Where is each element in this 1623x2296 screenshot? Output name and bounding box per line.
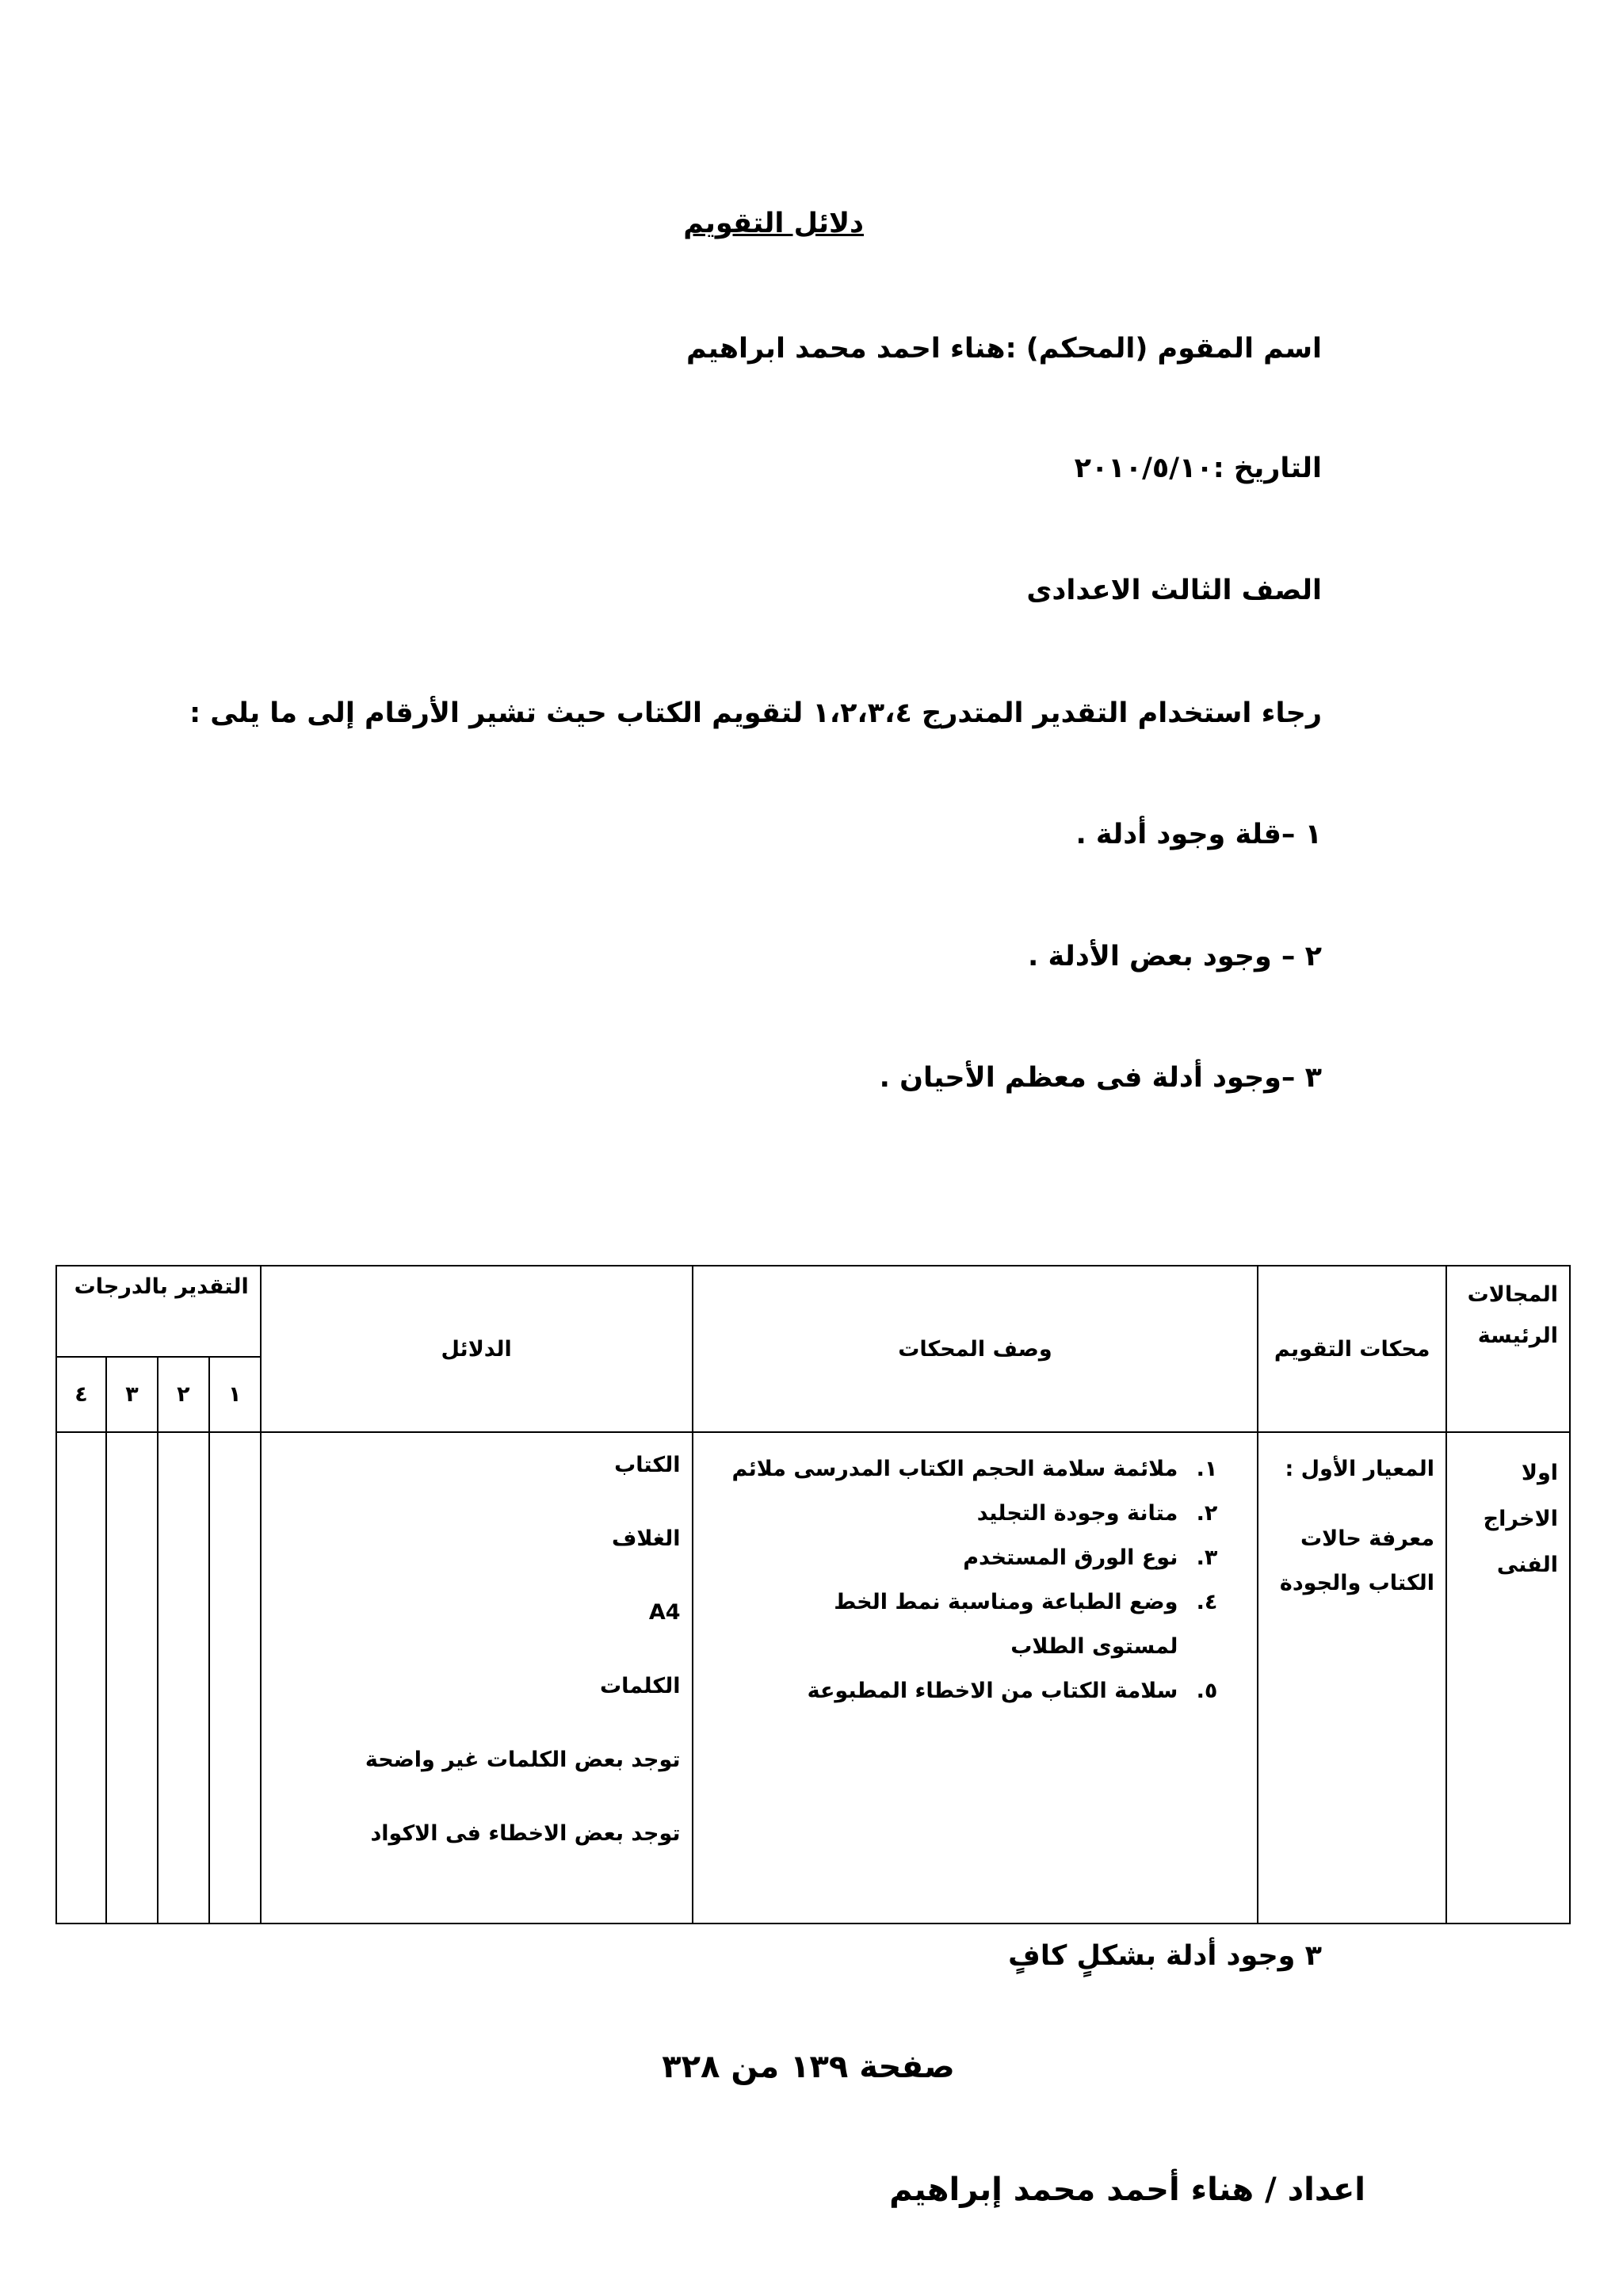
description-item: ١. ملائمة سلامة الحجم الكتاب المدرسى ملائم — [731, 1457, 1218, 1481]
criterion-line: الكتاب والجودة — [1279, 1571, 1435, 1595]
header-evidence: الدلائل — [261, 1266, 693, 1432]
description-item: ٤. وضع الطباعة ومناسبة نمط الخط لمستوى الطلاب — [834, 1590, 1218, 1659]
criterion-line: معرفة حالات — [1300, 1526, 1435, 1551]
grade-cell-4 — [56, 1432, 106, 1924]
description-cell — [693, 1432, 1258, 1924]
description-item: ٣. نوع الورق المستخدم — [963, 1545, 1218, 1570]
scale-item-2: ٢ – وجود بعض الأدلة . — [1027, 941, 1322, 972]
evidence-item: A4 — [648, 1600, 681, 1625]
description-item: ٢. متانة وجودة التجليد — [976, 1501, 1218, 1526]
header-domains: المجالات الرئيسة — [1446, 1266, 1570, 1432]
header-criteria: محكات التقويم — [1258, 1266, 1446, 1432]
instructions: رجاء استخدام التقدير المتدرج ١،٢،٣،٤ لتقويم الكتاب حيث تشير الأرقام إلى ما يلى : — [189, 697, 1322, 729]
evidence-cell — [261, 1432, 693, 1924]
grade-cell-1 — [209, 1432, 261, 1924]
scale-item-3: ٣ –وجود أدلة فى معظم الأحيان . — [879, 1062, 1322, 1094]
page-title: دلائل التقويم — [683, 208, 864, 239]
header-rating: التقدير بالدرجات — [56, 1266, 261, 1357]
grade-header-4: ٤ — [56, 1357, 106, 1432]
prepared-by: اعداد / هناء أحمد محمد إبراهيم — [889, 2172, 1365, 2208]
evaluation-table — [55, 1265, 1571, 1924]
grade-cell-3 — [106, 1432, 158, 1924]
evidence-item: الكلمات — [600, 1674, 681, 1698]
evaluator-name: اسم المقوم (المحكم) :هناء احمد محمد ابراهيم — [686, 333, 1322, 365]
scale-item-1: ١ –قلة وجود أدلة . — [1075, 819, 1322, 850]
domain-cell — [1446, 1432, 1570, 1924]
description-item: ٥. سلامة الكتاب من الاخطاء المطبوعة — [807, 1679, 1218, 1703]
page-number: صفحة ١٣٩ من ٣٢٨ — [662, 2049, 955, 2085]
evaluation-date: التاريخ :٢٠١٠/٥/١٠ — [1074, 453, 1322, 484]
scale-item-4: ٣ وجود أدلة بشكلٍ كافٍ — [1008, 1940, 1322, 1972]
grade-header-3: ٣ — [106, 1357, 158, 1432]
grade-header-1: ١ — [209, 1357, 261, 1432]
grade-cell-2 — [158, 1432, 209, 1924]
evidence-item: الغلاف — [612, 1526, 681, 1551]
evidence-item: الكتاب — [614, 1453, 681, 1477]
domain-line: الفنى — [1496, 1553, 1558, 1577]
evidence-item: توجد بعض الكلمات غير واضحة — [365, 1748, 681, 1772]
evidence-item: توجد بعض الاخطاء فى الاكواد — [370, 1821, 681, 1846]
criterion-line: المعيار الأول : — [1285, 1457, 1435, 1481]
domain-line: الاخراج — [1483, 1507, 1558, 1531]
criterion-cell — [1258, 1432, 1446, 1924]
grade-header-2: ٢ — [158, 1357, 209, 1432]
grade-level: الصف الثالث الاعدادى — [1026, 575, 1322, 606]
domain-line: اولا — [1521, 1461, 1558, 1485]
header-description: وصف المحكات — [693, 1266, 1258, 1432]
